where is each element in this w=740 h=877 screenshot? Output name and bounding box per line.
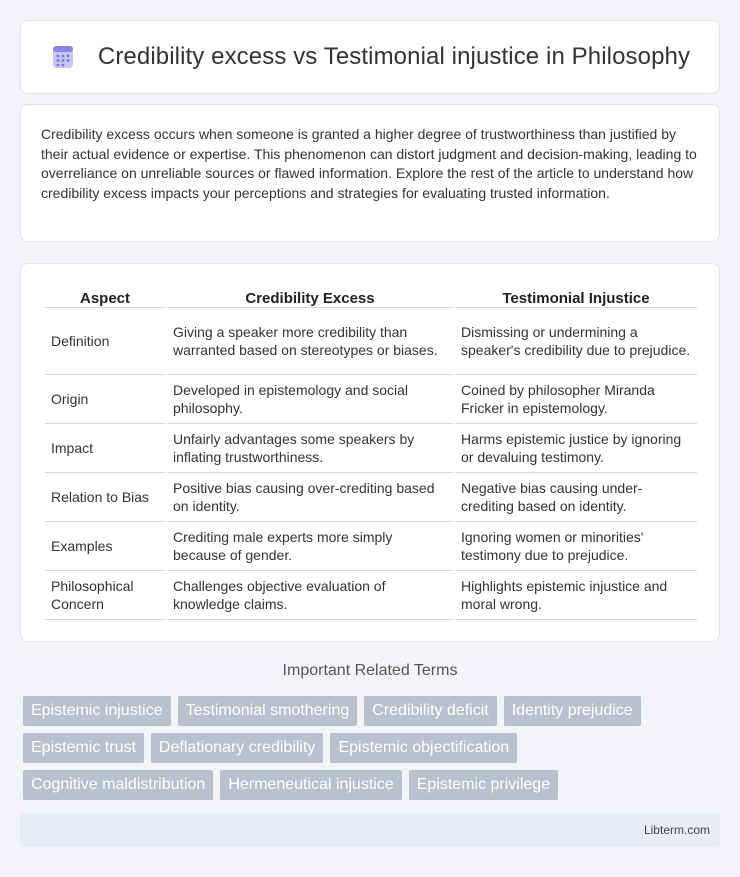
testimonial-injustice-cell: Coined by philosopher Miranda Fricker in epistemology. <box>455 375 697 424</box>
page-title: Credibility excess vs Testimonial injustice in Philosophy <box>97 43 691 70</box>
credibility-excess-cell: Giving a speaker more credibility than warranted based on stereotypes or biases. <box>167 308 453 375</box>
header-card <box>20 20 720 94</box>
testimonial-injustice-cell: Ignoring women or minorities' testimony due to prejudice. <box>455 522 697 571</box>
aspect-cell: Relation to Bias <box>45 473 165 522</box>
column-header-aspect: Aspect <box>45 286 165 308</box>
table-row <box>45 375 697 424</box>
document-icon <box>50 44 76 70</box>
tag-row <box>23 770 723 800</box>
aspect-cell: Examples <box>45 522 165 571</box>
footer <box>20 813 720 847</box>
tag-epistemic-privilege[interactable]: Epistemic privilege <box>409 770 558 800</box>
tag-credibility-deficit[interactable]: Credibility deficit <box>364 696 496 726</box>
credibility-excess-cell: Crediting male experts more simply because of gender. <box>167 522 453 571</box>
testimonial-injustice-cell: Negative bias causing under-crediting based on identity. <box>455 473 697 522</box>
table-row <box>45 424 697 473</box>
tag-row <box>23 733 723 763</box>
aspect-cell: Origin <box>45 375 165 424</box>
credibility-excess-cell: Positive bias causing over-crediting based on identity. <box>167 473 453 522</box>
comparison-table <box>43 286 699 620</box>
credibility-excess-cell: Unfairly advantages some speakers by inflating trustworthiness. <box>167 424 453 473</box>
related-terms-list <box>23 696 723 807</box>
tag-row <box>23 696 723 726</box>
tag-hermeneutical-injustice[interactable]: Hermeneutical injustice <box>220 770 401 800</box>
aspect-cell: Definition <box>45 308 165 375</box>
tag-epistemic-trust[interactable]: Epistemic trust <box>23 733 144 763</box>
credibility-excess-cell: Challenges objective evaluation of knowledge claims. <box>167 571 453 620</box>
testimonial-injustice-cell: Harms epistemic justice by ignoring or devaluing testimony. <box>455 424 697 473</box>
tag-cognitive-maldistribution[interactable]: Cognitive maldistribution <box>23 770 213 800</box>
tag-epistemic-injustice[interactable]: Epistemic injustice <box>23 696 171 726</box>
testimonial-injustice-cell: Dismissing or undermining a speaker's credibility due to prejudice. <box>455 308 697 375</box>
tag-testimonial-smothering[interactable]: Testimonial smothering <box>178 696 358 726</box>
tag-epistemic-objectification[interactable]: Epistemic objectification <box>330 733 517 763</box>
table-header-row <box>45 286 697 308</box>
testimonial-injustice-cell: Highlights epistemic injustice and moral wrong. <box>455 571 697 620</box>
tag-identity-prejudice[interactable]: Identity prejudice <box>504 696 641 726</box>
credibility-excess-cell: Developed in epistemology and social philosophy. <box>167 375 453 424</box>
table-row <box>45 308 697 375</box>
aspect-cell: Philosophical Concern <box>45 571 165 620</box>
column-header-credibility-excess: Credibility Excess <box>167 286 453 308</box>
table-row <box>45 571 697 620</box>
comparison-card <box>20 263 720 642</box>
intro-card <box>20 104 720 242</box>
table-row <box>45 522 697 571</box>
intro-text: Credibility excess occurs when someone is granted a higher degree of trustworthiness than justified by their actual evidence or expertise. This phenomenon can distort judgment and decision-making, leading to overreliance on unreliable sources or flawed information. Explore the rest of the article to understand how credibility excess impacts your perceptions and strategies for evaluating trusted information. <box>41 126 697 201</box>
table-row <box>45 473 697 522</box>
aspect-cell: Impact <box>45 424 165 473</box>
related-terms-title: Important Related Terms <box>282 662 458 679</box>
column-header-testimonial-injustice: Testimonial Injustice <box>455 286 697 308</box>
tag-deflationary-credibility[interactable]: Deflationary credibility <box>151 733 324 763</box>
footer-site-link[interactable]: Libterm.com <box>643 823 710 837</box>
